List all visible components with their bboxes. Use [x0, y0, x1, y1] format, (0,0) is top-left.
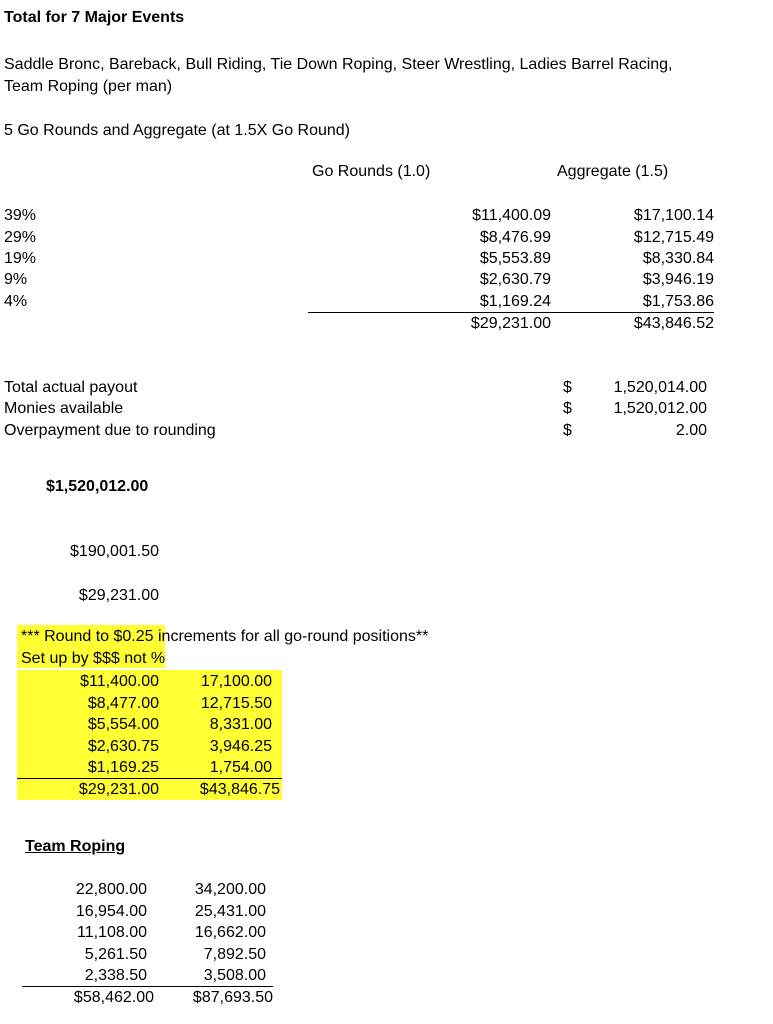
- team-agg-cell: 25,431.00: [194, 903, 266, 920]
- setup-note-rest: %: [146, 650, 166, 667]
- page-title: Total for 7 Major Events: [4, 9, 185, 26]
- aggregate-total: $43,846.52: [633, 315, 714, 332]
- aggregate-cell: $3,946.19: [642, 271, 714, 288]
- team-agg-total: $87,693.50: [192, 989, 273, 1006]
- rounding-note-line-1: [21, 629, 428, 645]
- team-go-cell: 11,108.00: [77, 924, 147, 941]
- payout-total-rule: [308, 312, 714, 313]
- events-line-1: Saddle Bronc, Bareback, Bull Riding, Tie Down Roping, Steer Wrestling, Ladies Barrel Racing,: [4, 56, 673, 73]
- summary-value: 1,520,012.00: [613, 400, 707, 417]
- team-go-total: $58,462.00: [73, 989, 154, 1006]
- rounded-go-cell: $5,554.00: [87, 716, 159, 733]
- team-agg-cell: 34,200.00: [194, 881, 266, 898]
- team-roping-heading: Team Roping: [25, 838, 126, 855]
- rounded-agg-cell: 3,946.25: [209, 738, 272, 755]
- rounded-agg-cell: 8,331.00: [209, 716, 272, 733]
- go-round-cell: $2,630.79: [479, 271, 551, 288]
- aggregate-cell: $12,715.49: [633, 229, 714, 246]
- percent-cell: 29%: [4, 229, 37, 246]
- team-agg-cell: 16,662.00: [194, 924, 266, 941]
- team-go-cell: 2,338.50: [84, 967, 147, 984]
- per-event-amount: $190,001.50: [70, 543, 159, 560]
- rounded-agg-total: $43,846.75: [199, 781, 280, 798]
- aggregate-cell: $17,100.14: [633, 207, 714, 224]
- go-round-cell: $11,400.09: [472, 207, 551, 224]
- rounded-go-cell: $11,400.00: [80, 673, 159, 690]
- total-monies-bold: $1,520,012.00: [46, 478, 149, 495]
- rounded-go-total: $29,231.00: [78, 781, 159, 798]
- summary-label: Overpayment due to rounding: [4, 422, 216, 439]
- percent-cell: 4%: [4, 293, 28, 310]
- team-go-cell: 16,954.00: [75, 903, 147, 920]
- team-total-rule: [22, 986, 273, 987]
- setup-note-highlighted: Set up by $$$ not: [21, 650, 147, 667]
- go-round-cell: $8,476.99: [479, 229, 551, 246]
- aggregate-header: Aggregate (1.5): [557, 163, 669, 180]
- percent-cell: 19%: [4, 250, 37, 267]
- aggregate-cell: $8,330.84: [642, 250, 714, 267]
- rounded-agg-cell: 1,754.00: [209, 759, 272, 776]
- go-round-total: $29,231.00: [470, 315, 551, 332]
- go-rounds-header: Go Rounds (1.0): [312, 163, 431, 180]
- team-go-cell: 22,800.00: [75, 881, 147, 898]
- rounding-note-line-2: [21, 651, 165, 667]
- percent-cell: 9%: [4, 271, 28, 288]
- rounded-total-rule: [17, 778, 282, 779]
- format-line: 5 Go Rounds and Aggregate (at 1.5X Go Round): [4, 122, 351, 139]
- per-round-amount: $29,231.00: [78, 587, 159, 604]
- rounded-agg-cell: 17,100.00: [200, 673, 272, 690]
- rounded-go-cell: $2,630.75: [87, 738, 159, 755]
- summary-label: Total actual payout: [4, 379, 138, 396]
- aggregate-cell: $1,753.86: [642, 293, 714, 310]
- team-agg-cell: 3,508.00: [203, 967, 266, 984]
- rounded-go-cell: $8,477.00: [87, 695, 159, 712]
- team-go-cell: 5,261.50: [84, 946, 147, 963]
- rounded-agg-cell: 12,715.50: [200, 695, 272, 712]
- events-line-2: Team Roping (per man): [4, 78, 173, 95]
- rounded-go-cell: $1,169.25: [87, 759, 159, 776]
- summary-label: Monies available: [4, 400, 124, 417]
- dollar-sign: $: [563, 379, 572, 396]
- dollar-sign: $: [563, 400, 572, 417]
- go-round-cell: $1,169.24: [479, 293, 551, 310]
- go-round-cell: $5,553.89: [479, 250, 551, 267]
- rounding-note-highlighted: *** Round to $0.25: [21, 628, 154, 645]
- dollar-sign: $: [563, 422, 572, 439]
- percent-cell: 39%: [4, 207, 37, 224]
- summary-value: 1,520,014.00: [613, 379, 707, 396]
- rounding-note-rest: increments for all go-round positions**: [153, 628, 429, 645]
- summary-value: 2.00: [675, 422, 707, 439]
- team-agg-cell: 7,892.50: [203, 946, 266, 963]
